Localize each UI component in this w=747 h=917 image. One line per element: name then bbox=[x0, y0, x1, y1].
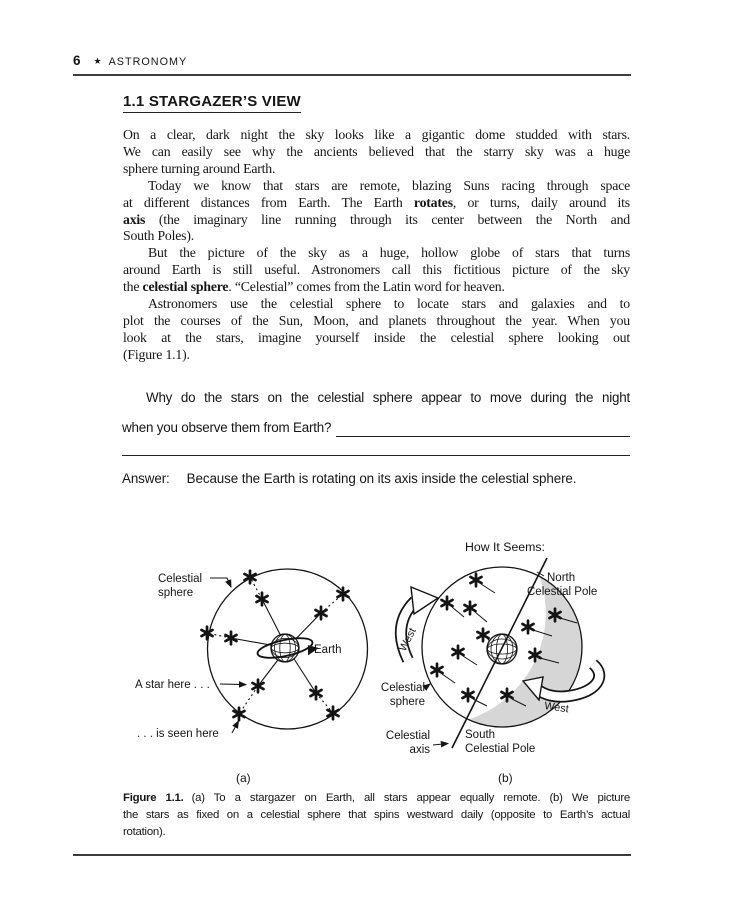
caption-line-2: the stars as fixed on a celestial sphere that spins westward daily (opposite to Earth’s actual bbox=[123, 809, 630, 822]
label-celestial-sphere-a-1: Celestial bbox=[158, 573, 203, 585]
caption-text-1: (a) To a stargazer on Earth, all stars appear equally remote. (b) We picture bbox=[191, 792, 630, 804]
label-seen-here: . . . is seen here bbox=[137, 728, 219, 740]
paragraph-line: around Earth is still useful. Astronomers call this fictitious picture of the sky bbox=[123, 262, 630, 278]
star-icon bbox=[471, 574, 482, 587]
footer-rule bbox=[73, 854, 631, 856]
star-icon bbox=[226, 632, 237, 645]
star-icon bbox=[453, 646, 464, 659]
label-celestial-axis-2: axis bbox=[409, 744, 430, 756]
subfigure-b-tag: (b) bbox=[498, 771, 513, 785]
star-icon bbox=[257, 593, 268, 606]
west-arrow-icon bbox=[397, 587, 438, 660]
star-icon bbox=[478, 629, 489, 642]
label-north-2: Celestial Pole bbox=[527, 586, 598, 598]
diagram-a bbox=[135, 569, 368, 785]
paragraph-line: sphere turning around Earth. bbox=[123, 160, 276, 176]
figure-caption bbox=[123, 790, 630, 842]
paragraph-line: the celestial sphere. “Celestial” comes from the Latin word for heaven. bbox=[123, 279, 505, 295]
leader-arrow-icon bbox=[433, 744, 448, 746]
paragraph-line: South Poles). bbox=[123, 228, 194, 244]
star-icon bbox=[465, 602, 476, 615]
label-star-here: A star here . . . bbox=[135, 679, 210, 691]
answer-label: Answer: bbox=[122, 471, 170, 486]
caption-label: Figure 1.1. bbox=[123, 792, 184, 804]
label-celestial-sphere-a-2: sphere bbox=[158, 587, 194, 599]
paragraph-line: Astronomers use the celestial sphere to locate stars and galaxies and to bbox=[148, 296, 630, 312]
caption-line-1 bbox=[123, 790, 630, 807]
leader-arrow-icon bbox=[210, 578, 231, 587]
figure-1-1 bbox=[74, 530, 714, 788]
paragraph-line: at different distances from Earth. The Earth rotates, or turns, daily around its bbox=[123, 194, 630, 210]
label-how-it-seems: How It Seems: bbox=[465, 540, 545, 554]
earth-globe-icon bbox=[256, 633, 320, 665]
question-block bbox=[122, 383, 630, 442]
paragraph-line: look at the stars, imagine yourself inside the celestial sphere looking out bbox=[123, 329, 630, 345]
paragraph-line: On a clear, dark night the sky looks like a gigantic dome studded with stars. bbox=[123, 127, 630, 142]
label-west-lower: West bbox=[543, 700, 570, 716]
star-icon bbox=[463, 689, 474, 702]
star-icon bbox=[523, 621, 534, 634]
label-north-1: North bbox=[547, 572, 576, 584]
leader-arrow-icon bbox=[426, 684, 430, 687]
header-rule bbox=[73, 74, 631, 76]
answer-blank-line-2 bbox=[122, 455, 630, 456]
leader-arrow-icon bbox=[220, 684, 246, 685]
answer-blank-line bbox=[336, 413, 630, 438]
question-line-2 bbox=[122, 413, 630, 443]
body-text bbox=[123, 127, 630, 364]
paragraph-line: (Figure 1.1). bbox=[123, 346, 190, 362]
label-celestial-axis-1: Celestial bbox=[385, 730, 430, 742]
label-earth: Earth bbox=[314, 644, 342, 656]
paragraph-line: But the picture of the sky as a huge, hollow globe of stars that turns bbox=[148, 245, 630, 261]
label-south-2: Celestial Pole bbox=[465, 743, 536, 755]
running-header bbox=[73, 53, 187, 68]
answer-block bbox=[122, 471, 576, 486]
answer-text: Because the Earth is rotating on its axis inside the celestial sphere. bbox=[186, 471, 577, 486]
paragraph-line: Today we know that stars are remote, blazing Suns racing through space bbox=[148, 177, 630, 193]
paragraph-line: plot the courses of the Sun, Moon, and planets throughout the year. When you bbox=[123, 312, 630, 328]
star-icon bbox=[442, 597, 453, 610]
label-celestial-sphere-b-2: sphere bbox=[389, 696, 425, 708]
star-icon: ★ bbox=[93, 56, 102, 66]
diagram-b bbox=[381, 540, 599, 785]
paragraph-line: axis (the imaginary line running through its center between the North and bbox=[123, 211, 630, 227]
page-number: 6 bbox=[73, 53, 81, 68]
star-icon bbox=[202, 627, 213, 640]
star-icon bbox=[338, 588, 349, 601]
paragraph-line: We can easily see why the ancients believed that the starry sky was a huge bbox=[123, 143, 630, 159]
caption-line-3: rotation). bbox=[123, 826, 166, 839]
star-icon bbox=[432, 664, 443, 677]
book-title: ASTRONOMY bbox=[108, 56, 188, 68]
label-celestial-sphere-b-1: Celestial bbox=[380, 682, 425, 694]
leader-arrow-icon bbox=[232, 721, 239, 733]
subfigure-a-tag: (a) bbox=[236, 771, 251, 785]
section-heading: 1.1 STARGAZER’S VIEW bbox=[123, 93, 301, 113]
question-line-2-text: when you observe them from Earth? bbox=[122, 419, 332, 435]
question-line-1: Why do the stars on the celestial sphere appear to move during the night bbox=[146, 390, 630, 405]
label-south-1: South bbox=[465, 729, 496, 741]
label-west-upper: West bbox=[396, 626, 419, 654]
